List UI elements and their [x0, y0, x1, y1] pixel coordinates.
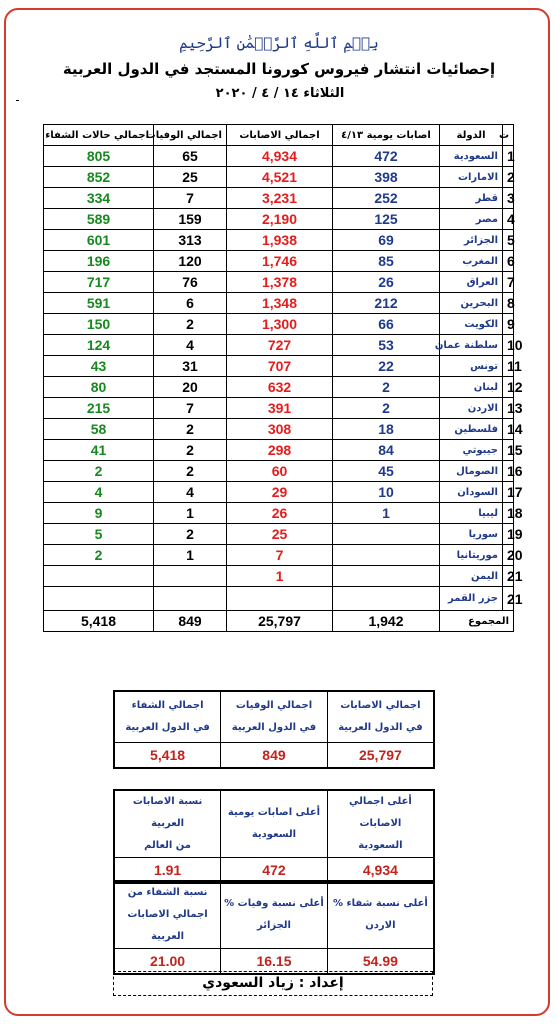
- daily-cell: 2: [333, 377, 440, 398]
- table-row: [44, 251, 514, 272]
- table-row: [44, 545, 514, 566]
- recovered-cell: 150: [44, 314, 154, 335]
- table-header-row: [44, 125, 514, 146]
- deaths-cell: 25: [154, 167, 227, 188]
- table-row: [44, 230, 514, 251]
- deaths-cell: 20: [154, 377, 227, 398]
- summary3-label-top-death-rate: [221, 881, 328, 949]
- table-row: [44, 398, 514, 419]
- header-daily: اصابات يومية ٤/١٣: [333, 125, 440, 146]
- country-cell: جزر القمر: [440, 587, 503, 611]
- margin-mark: [16, 100, 19, 101]
- cases-cell: 1,938: [227, 230, 333, 251]
- header-country: الدولة: [440, 125, 503, 146]
- country-cell: الامارات: [440, 167, 503, 188]
- daily-cell: 18: [333, 419, 440, 440]
- rank-cell: 21: [503, 566, 514, 587]
- rank-cell: 9: [503, 314, 514, 335]
- recovered-cell: 196: [44, 251, 154, 272]
- total-cases: 25,797: [227, 611, 333, 632]
- deaths-cell: 4: [154, 482, 227, 503]
- deaths-cell: 2: [154, 524, 227, 545]
- deaths-cell: 313: [154, 230, 227, 251]
- summary1-label-deaths-line1: اجمالي الوفيات: [235, 700, 313, 711]
- table-row: [44, 566, 514, 587]
- rank-cell: 16: [503, 461, 514, 482]
- cases-cell: 29: [227, 482, 333, 503]
- rank-cell: 13: [503, 398, 514, 419]
- country-cell: ليبيا: [440, 503, 503, 524]
- deaths-cell: 159: [154, 209, 227, 230]
- recovered-cell: 2: [44, 545, 154, 566]
- summary2-value-top-daily: 472: [221, 858, 328, 884]
- summary2-label-top-daily-line1: أعلى اصابات يومية: [227, 807, 321, 818]
- cases-cell: 707: [227, 356, 333, 377]
- header-deaths: اجمالي الوفيات: [154, 125, 227, 146]
- table-row: [44, 356, 514, 377]
- summary3-label-recovery-share: [114, 881, 221, 949]
- deaths-cell: 65: [154, 146, 227, 167]
- recovered-cell: 852: [44, 167, 154, 188]
- rank-cell: 10: [503, 335, 514, 356]
- header-cases: اجمالي الاصابات: [227, 125, 333, 146]
- country-cell: اليمن: [440, 566, 503, 587]
- prepared-by: إعداد : زياد السعودي: [113, 971, 433, 996]
- deaths-cell: 7: [154, 188, 227, 209]
- country-cell: السودان: [440, 482, 503, 503]
- total-deaths: 849: [154, 611, 227, 632]
- summary2-label-arab-share-line2: من العالم: [144, 840, 191, 851]
- rank-cell: 2: [503, 167, 514, 188]
- deaths-cell: 7: [154, 398, 227, 419]
- summary1-label-cases-line1: اجمالي الاصابات: [340, 700, 421, 711]
- total-recovered: 5,418: [44, 611, 154, 632]
- country-cell: السعودية: [440, 146, 503, 167]
- rank-cell: 19: [503, 524, 514, 545]
- summary-totals-box: [113, 690, 435, 769]
- daily-cell: 85: [333, 251, 440, 272]
- summary3-label-top-recovery-rate-line2: الاردن: [365, 920, 396, 931]
- recovered-cell: 591: [44, 293, 154, 314]
- rank-cell: 11: [503, 356, 514, 377]
- recovered-cell: 43: [44, 356, 154, 377]
- rank-cell: 7: [503, 272, 514, 293]
- cases-cell: 1,348: [227, 293, 333, 314]
- country-cell: المغرب: [440, 251, 503, 272]
- summary1-label-cases: [327, 691, 434, 743]
- country-cell: فلسطين: [440, 419, 503, 440]
- daily-cell: 45: [333, 461, 440, 482]
- summary2-label-top-cases-line1: أعلى اجمالي الاصابات: [348, 796, 412, 829]
- table-body: [44, 146, 523, 632]
- header-rank: ت: [503, 125, 514, 146]
- summary2-label-arab-share: [114, 790, 221, 858]
- cases-cell: 3,231: [227, 188, 333, 209]
- summary3-label-top-recovery-rate: [327, 881, 434, 949]
- summary1-label-recovered-line2: في الدول العربية: [125, 722, 210, 733]
- daily-cell: 252: [333, 188, 440, 209]
- rank-cell: 8: [503, 293, 514, 314]
- recovered-cell: 717: [44, 272, 154, 293]
- summary2-label-top-daily-line2: السعودية: [251, 829, 297, 840]
- summary1-value-deaths: 849: [221, 743, 328, 769]
- header-recovered: اجمالي حالات الشفاء: [44, 125, 154, 146]
- daily-cell: [333, 524, 440, 545]
- daily-cell: 1: [333, 503, 440, 524]
- total-label: المجموع: [440, 611, 514, 632]
- table-row: [44, 587, 514, 611]
- summary2-label-top-cases: [327, 790, 434, 858]
- table-row: [44, 482, 514, 503]
- cases-cell: 1: [227, 566, 333, 587]
- table-row: [44, 503, 514, 524]
- cases-cell: 727: [227, 335, 333, 356]
- country-cell: سوريا: [440, 524, 503, 545]
- table-row: [44, 146, 514, 167]
- rank-cell: 1: [503, 146, 514, 167]
- summary2-label-arab-share-line1: نسبة الاصابات العربية: [132, 796, 203, 829]
- deaths-cell: [154, 566, 227, 587]
- deaths-cell: 1: [154, 503, 227, 524]
- country-cell: الكويت: [440, 314, 503, 335]
- cases-cell: 632: [227, 377, 333, 398]
- summary2-label-top-cases-line2: السعودية: [358, 840, 403, 851]
- deaths-cell: 76: [154, 272, 227, 293]
- cases-cell: 298: [227, 440, 333, 461]
- rank-cell: 18: [503, 503, 514, 524]
- stats-table: [43, 124, 523, 632]
- summary-highlights-box: [113, 789, 435, 884]
- deaths-cell: 2: [154, 314, 227, 335]
- report-date: الثلاثاء ١٤ / ٤ / ٢٠٢٠: [215, 86, 345, 101]
- deaths-cell: 2: [154, 440, 227, 461]
- recovered-cell: [44, 566, 154, 587]
- summary1-label-cases-line2: في الدول العربية: [338, 722, 423, 733]
- deaths-cell: 1: [154, 545, 227, 566]
- daily-cell: 212: [333, 293, 440, 314]
- summary1-label-deaths: [221, 691, 328, 743]
- daily-cell: 84: [333, 440, 440, 461]
- recovered-cell: 589: [44, 209, 154, 230]
- cases-cell: 7: [227, 545, 333, 566]
- rank-cell: 12: [503, 377, 514, 398]
- rank-cell: 15: [503, 440, 514, 461]
- country-cell: الصومال: [440, 461, 503, 482]
- summary2-value-top-cases: 4,934: [327, 858, 434, 884]
- summary2-value-arab-share: 1.91: [114, 858, 221, 884]
- daily-cell: 398: [333, 167, 440, 188]
- country-cell: لبنان: [440, 377, 503, 398]
- rank-cell: 4: [503, 209, 514, 230]
- summary1-label-recovered-line1: اجمالي الشفاء: [131, 700, 204, 711]
- recovered-cell: 4: [44, 482, 154, 503]
- country-cell: تونس: [440, 356, 503, 377]
- daily-cell: 26: [333, 272, 440, 293]
- cases-cell: 25: [227, 524, 333, 545]
- daily-cell: [333, 566, 440, 587]
- country-cell: قطر: [440, 188, 503, 209]
- rank-cell: 5: [503, 230, 514, 251]
- recovered-cell: 805: [44, 146, 154, 167]
- summary1-value-recovered: 5,418: [114, 743, 221, 769]
- cases-cell: 2,190: [227, 209, 333, 230]
- table-row: [44, 167, 514, 188]
- summary3-label-top-recovery-rate-line1: أعلى نسبة شفاء %: [332, 898, 428, 909]
- totals-row: [44, 611, 514, 632]
- table-row: [44, 377, 514, 398]
- total-daily: 1,942: [333, 611, 440, 632]
- deaths-cell: 31: [154, 356, 227, 377]
- summary3-label-top-death-rate-line2: الجزائر: [256, 920, 291, 931]
- country-cell: موريتانيا: [440, 545, 503, 566]
- summary-rates-box: [113, 880, 435, 975]
- rank-cell: 3: [503, 188, 514, 209]
- recovered-cell: 124: [44, 335, 154, 356]
- cases-cell: 1,746: [227, 251, 333, 272]
- cases-cell: 60: [227, 461, 333, 482]
- summary3-label-recovery-share-line2: اجمالي الاصابات العربية: [127, 909, 208, 942]
- country-cell: العراق: [440, 272, 503, 293]
- rank-cell: 21: [503, 587, 514, 611]
- rank-cell: 20: [503, 545, 514, 566]
- deaths-cell: 2: [154, 461, 227, 482]
- table-row: [44, 335, 514, 356]
- summary1-value-cases: 25,797: [327, 743, 434, 769]
- recovered-cell: 2: [44, 461, 154, 482]
- table-row: [44, 209, 514, 230]
- daily-cell: 69: [333, 230, 440, 251]
- summary3-value-top-death-rate: 16.15: [221, 949, 328, 975]
- cases-cell: 308: [227, 419, 333, 440]
- recovered-cell: 334: [44, 188, 154, 209]
- deaths-cell: 6: [154, 293, 227, 314]
- country-cell: سلطنة عمان: [440, 335, 503, 356]
- table-row: [44, 419, 514, 440]
- cases-cell: 1,378: [227, 272, 333, 293]
- summary3-label-top-death-rate-line1: أعلى نسبة وفيات %: [224, 898, 324, 909]
- summary3-value-top-recovery-rate: 54.99: [327, 949, 434, 975]
- rank-cell: 14: [503, 419, 514, 440]
- deaths-cell: 120: [154, 251, 227, 272]
- daily-cell: 10: [333, 482, 440, 503]
- cases-cell: 1,300: [227, 314, 333, 335]
- recovered-cell: 9: [44, 503, 154, 524]
- table-row: [44, 461, 514, 482]
- summary1-label-recovered: [114, 691, 221, 743]
- daily-cell: 125: [333, 209, 440, 230]
- table-row: [44, 524, 514, 545]
- rank-cell: 17: [503, 482, 514, 503]
- country-cell: البحرين: [440, 293, 503, 314]
- table-row: [44, 314, 514, 335]
- daily-cell: [333, 545, 440, 566]
- country-cell: الجزائر: [440, 230, 503, 251]
- page-title: إحصائيات انتشار فيروس كورونا المستجد في الدول العربية: [62, 60, 496, 78]
- daily-cell: 22: [333, 356, 440, 377]
- rank-cell: 6: [503, 251, 514, 272]
- summary3-value-recovery-share: 21.00: [114, 949, 221, 975]
- cases-cell: 391: [227, 398, 333, 419]
- recovered-cell: 601: [44, 230, 154, 251]
- basmala-heading: بِسۡمِ ٱللَّهِ ٱلرَّحۡمَٰنِ ٱلرَّحِيمِ: [179, 34, 379, 52]
- recovered-cell: [44, 587, 154, 611]
- daily-cell: 66: [333, 314, 440, 335]
- recovered-cell: 80: [44, 377, 154, 398]
- daily-cell: 53: [333, 335, 440, 356]
- recovered-cell: 215: [44, 398, 154, 419]
- deaths-cell: [154, 587, 227, 611]
- table-row: [44, 188, 514, 209]
- table-row: [44, 272, 514, 293]
- daily-cell: 472: [333, 146, 440, 167]
- country-cell: مصر: [440, 209, 503, 230]
- summary2-label-top-daily: [221, 790, 328, 858]
- daily-cell: 2: [333, 398, 440, 419]
- summary3-label-recovery-share-line1: نسبة الشفاء من: [127, 887, 208, 898]
- cases-cell: [227, 587, 333, 611]
- recovered-cell: 41: [44, 440, 154, 461]
- table-row: [44, 440, 514, 461]
- recovered-cell: 5: [44, 524, 154, 545]
- deaths-cell: 4: [154, 335, 227, 356]
- cases-cell: 4,934: [227, 146, 333, 167]
- summary1-label-deaths-line2: في الدول العربية: [231, 722, 317, 733]
- cases-cell: 4,521: [227, 167, 333, 188]
- country-cell: جيبوتي: [440, 440, 503, 461]
- table-row: [44, 293, 514, 314]
- country-cell: الاردن: [440, 398, 503, 419]
- recovered-cell: 58: [44, 419, 154, 440]
- daily-cell: [333, 587, 440, 611]
- cases-cell: 26: [227, 503, 333, 524]
- deaths-cell: 2: [154, 419, 227, 440]
